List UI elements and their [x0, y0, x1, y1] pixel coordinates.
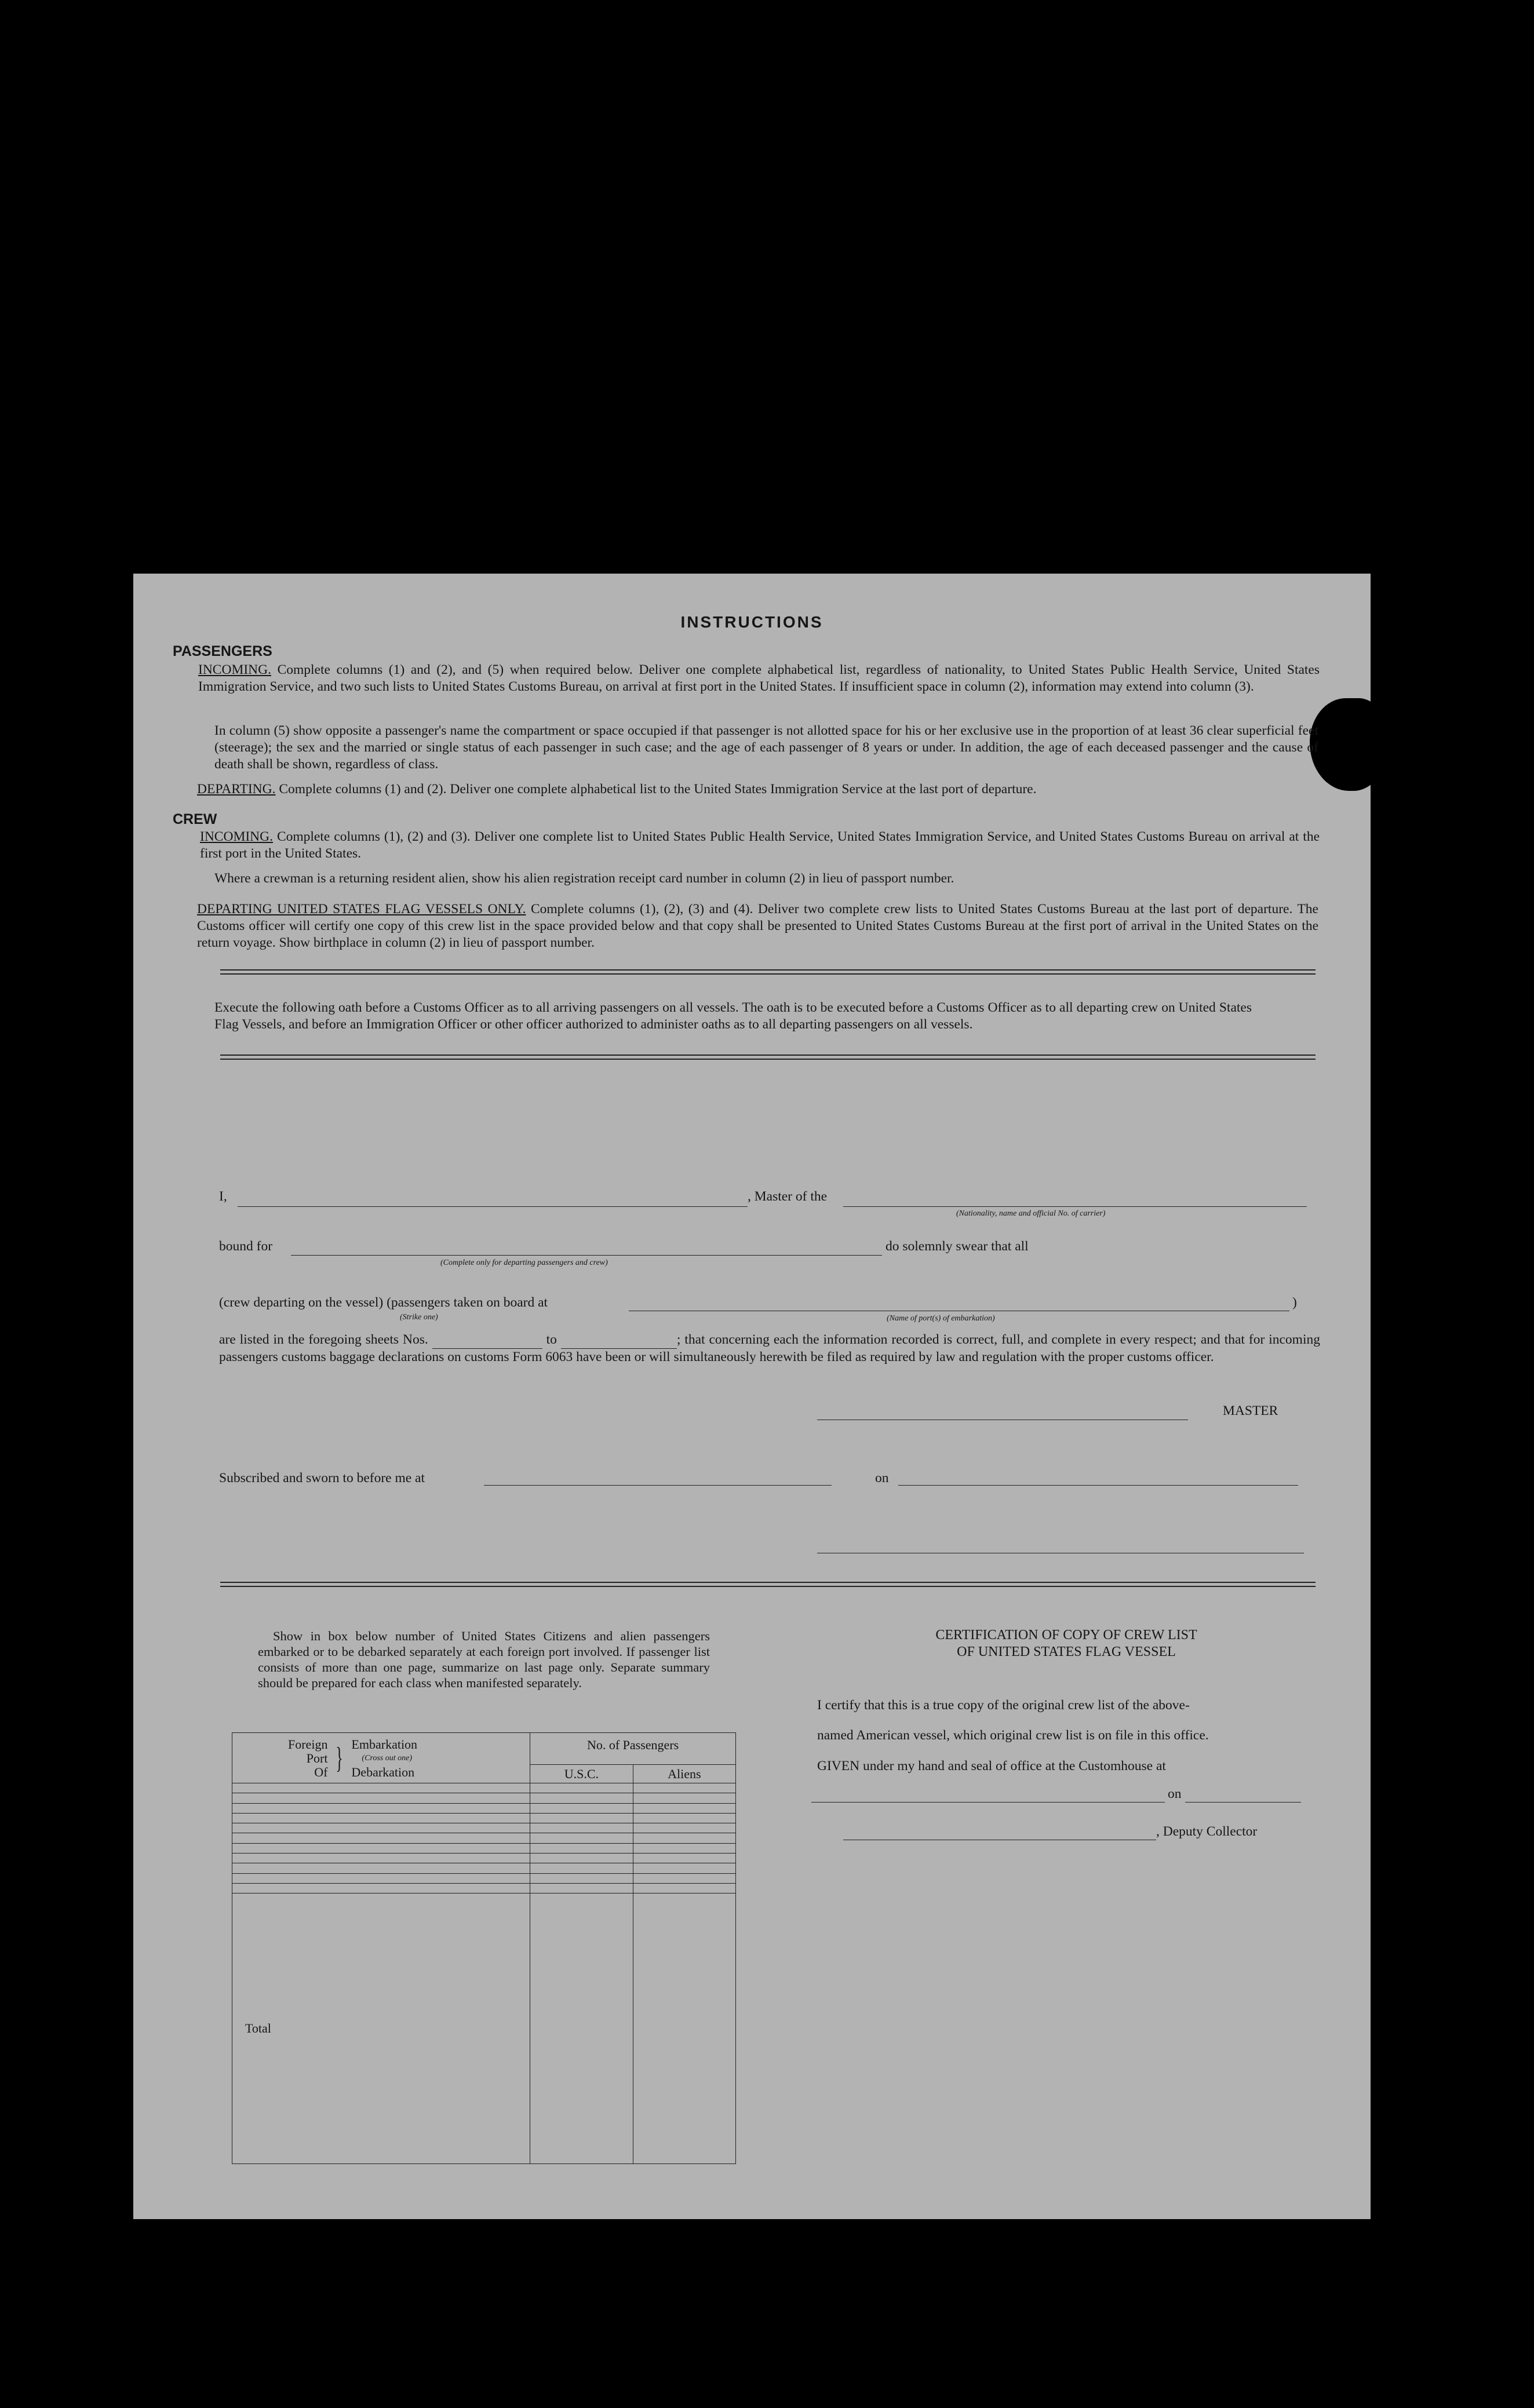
table-row — [232, 1783, 736, 1793]
subscribed-on-label: on — [875, 1471, 889, 1486]
certification-heading — [858, 1627, 1275, 1661]
given-label: GIVEN under my hand and seal of office at the Customhouse at — [817, 1758, 1166, 1774]
oath-i-label: I, — [219, 1189, 227, 1204]
subscribed-place-line — [484, 1485, 832, 1486]
passengers-incoming — [198, 662, 1320, 695]
listed-in-label: are listed in the foregoing sheets Nos. — [219, 1332, 428, 1347]
aliens-header: Aliens — [633, 1765, 735, 1783]
subscribed-date-line — [898, 1485, 1298, 1486]
table-row — [232, 1853, 736, 1863]
crew-departing-label: DEPARTING UNITED STATES FLAG VESSELS ONLY. — [197, 902, 526, 917]
table-row — [232, 1873, 736, 1883]
carrier-line — [843, 1206, 1307, 1207]
divider — [220, 1059, 1316, 1060]
table-row — [232, 1793, 736, 1803]
passengers-departing — [197, 781, 1318, 798]
table-row — [232, 1843, 736, 1853]
divider — [220, 1582, 1316, 1583]
passengers-column5: In column (5) show opposite a passenger's name the compartment or space occupied if that passenger is not allotted space for his or her exclusive use in the proportion of at least 36 clear superficial feet (steerage); the sex and the married or single status of each passenger in such case; and the age of each passenger of 8 years or under. In addition, the age of each deceased passenger and the cause of death shall be shown, regardless of class. — [214, 723, 1318, 772]
ports-caption: (Name of port(s) of embarkation) — [887, 1314, 995, 1323]
crew-heading: CREW — [173, 811, 217, 827]
crew-departing-text: Complete columns (1), (2), (3) and (4). Deliver two complete crew lists to United States Customs Bureau at the last port of departure. The Customs officer will certify one copy of this crew list in the space provided below and that copy shall be presented to United States Customs Bureau at the first port of arrival in the United States on the return voyage. Show birthplace in column (2) in lieu of passport number. — [197, 902, 1318, 950]
sheet-from-line — [432, 1331, 542, 1349]
to-label: to — [546, 1332, 557, 1347]
total-row — [232, 1893, 736, 2164]
foreign-label: Foreign — [288, 1737, 328, 1752]
master-of-label: , Master of the — [748, 1189, 828, 1204]
passengers-incoming-text: Complete columns (1) and (2), and (5) when required below. Deliver one complete alphabetical list, regardless of nationality, to United States Public Health Service, United States Immigration Service, and two such lists to United States Customs Bureau, on arrival at first port in the United States. If insufficient space in column (2), information may extend into column (3). — [198, 662, 1320, 694]
passengers-incoming-label: INCOMING. — [198, 662, 271, 677]
close-paren: ) — [1292, 1295, 1297, 1310]
passengers-departing-text: Complete columns (1) and (2). Deliver one complete alphabetical list to the United States Immigration Service at the last port of departure. — [279, 782, 1037, 797]
port-header-cell: Foreign Port Of } Embarkation (Cross out one) Debarkation — [232, 1733, 530, 1783]
passenger-summary-table — [232, 1732, 736, 2164]
passengers-heading: PASSENGERS — [173, 643, 272, 659]
no-passengers-header: No. of Passengers — [530, 1733, 736, 1765]
subscribed-label: Subscribed and sworn to before me at — [219, 1471, 425, 1486]
complete-caption: (Complete only for departing passengers and crew) — [440, 1258, 608, 1267]
table-row — [232, 1803, 736, 1813]
strike-caption: (Strike one) — [400, 1313, 438, 1322]
divider — [220, 973, 1316, 975]
debarkation-label: Debarkation — [351, 1765, 415, 1779]
master-label: MASTER — [1223, 1403, 1278, 1418]
oath-listed — [219, 1331, 1320, 1366]
crew-departing-label: (crew departing on the vessel) (passengers taken on board at — [219, 1295, 548, 1310]
certification-on-label: on — [1168, 1786, 1182, 1801]
oath-intro: Execute the following oath before a Customs Officer as to all arriving passengers on all vessels. The oath is to be executed before a Customs Officer as to all departing crew on United States Flag Vessels, and before an Immigration Officer or other officer authorized to administer oaths as to all departing passengers on all vessels. — [214, 1000, 1252, 1032]
total-label: Total — [232, 1893, 530, 2164]
divider — [220, 1586, 1316, 1587]
bound-for-line — [291, 1255, 882, 1256]
table-row — [232, 1883, 736, 1893]
torn-edge — [1310, 698, 1371, 791]
crew-resident: Where a crewman is a returning resident alien, show his alien registration receipt card number in column (2) in lieu of passport number. — [214, 871, 954, 886]
table-row — [232, 1823, 736, 1833]
nationality-caption: (Nationality, name and official No. of carrier) — [956, 1209, 1106, 1218]
crew-departing — [197, 901, 1318, 951]
deputy-collector-label: , Deputy Collector — [1156, 1824, 1258, 1839]
sheet-to-line — [561, 1331, 677, 1349]
certification-date-line — [1185, 1802, 1301, 1803]
port-label: Port — [306, 1751, 328, 1765]
embarkation-label: Embarkation — [351, 1737, 418, 1752]
certification-heading-line2: OF UNITED STATES FLAG VESSEL — [957, 1644, 1176, 1659]
certify-line2: named American vessel, which original crew list is on file in this office. — [817, 1728, 1209, 1743]
bound-for-label: bound for — [219, 1239, 273, 1254]
table-row — [232, 1863, 736, 1873]
crew-incoming — [200, 829, 1320, 862]
master-name-line — [238, 1206, 748, 1207]
of-label: Of — [314, 1765, 328, 1779]
passengers-departing-label: DEPARTING. — [197, 782, 276, 797]
usc-header: U.S.C. — [530, 1765, 633, 1783]
crew-incoming-text: Complete columns (1), (2) and (3). Deliver one complete list to United States Public Health Service, United States Immigration Service, and United States Customs Bureau on arrival at the first port in the United States. — [200, 829, 1320, 861]
table-row — [232, 1813, 736, 1823]
customhouse-line — [811, 1802, 1165, 1803]
certify-line1: I certify that this is a true copy of the original crew list of the above- — [817, 1698, 1190, 1713]
certification-heading-line1: CERTIFICATION OF COPY OF CREW LIST — [935, 1628, 1197, 1643]
concerning-text: ; that concerning each the information recorded is correct, full, and complete in every respect; and that for incoming passengers customs baggage declarations on customs Form 6063 have been or will simultaneously herewith be filed as required by law and regulation with the proper customs officer. — [219, 1332, 1320, 1364]
divider — [220, 969, 1316, 971]
page-title: INSTRUCTIONS — [680, 613, 824, 631]
cross-out-label: (Cross out one) — [362, 1754, 413, 1763]
divider — [220, 1055, 1316, 1056]
form-page — [133, 574, 1371, 2219]
swear-label: do solemnly swear that all — [886, 1239, 1029, 1254]
crew-incoming-label: INCOMING. — [200, 829, 273, 844]
summary-text: Show in box below number of United States Citizens and alien passengers embarked or to be debarked separately at each foreign port involved. If passenger list consists of more than one page, summarize on last page only. Separate summary should be prepared for each class when manifested separately. — [258, 1629, 710, 1690]
table-row — [232, 1833, 736, 1843]
